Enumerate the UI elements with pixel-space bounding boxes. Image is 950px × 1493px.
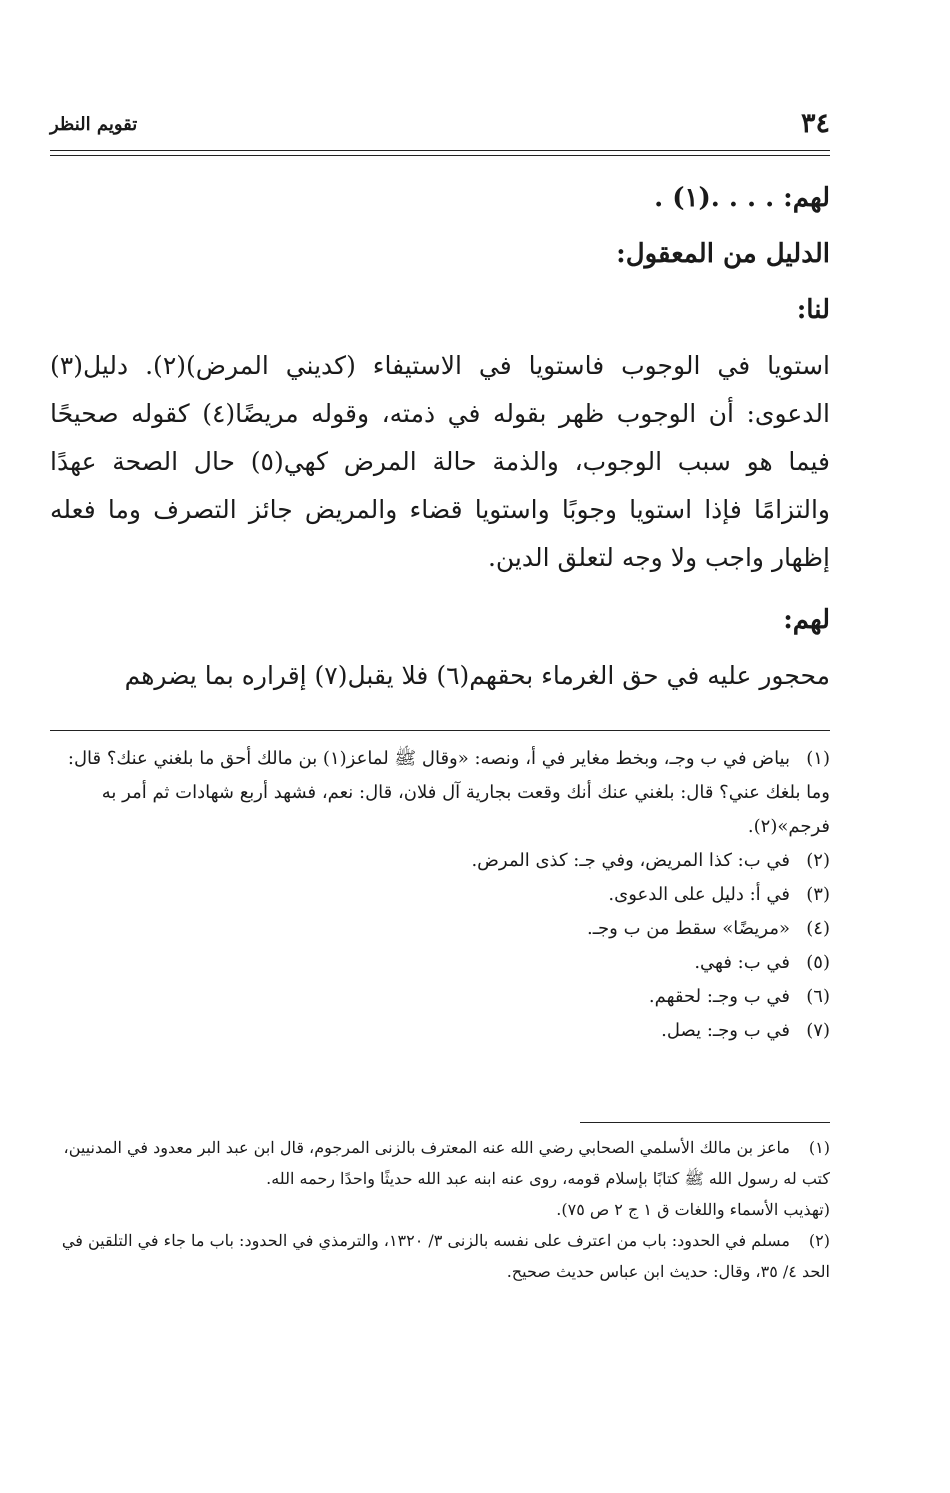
note-item: (٤)«مريضًا» سقط من ب وجـ. [587, 918, 830, 939]
lana-label: لنا: [796, 295, 830, 325]
second-paragraph: محجور عليه في حق الغرماء بحقهم(٦) فلا يقبل(٧) إقراره بما يضرهم [124, 661, 830, 690]
lahum-label: لهم: [783, 605, 830, 635]
note-item: (٧)في ب وجـ: يصل. [661, 1020, 830, 1041]
page-number: ٣٤ [800, 108, 830, 139]
page-header [50, 108, 830, 148]
notes-separator [50, 730, 830, 731]
running-title: تقويم النظر [50, 114, 138, 135]
main-text [50, 170, 830, 710]
section-heading: الدليل من المعقول: [616, 239, 830, 269]
apparatus-notes [50, 742, 830, 1048]
footnote-reference: (تهذيب الأسماء واللغات ق ١ ج ٢ ص ٧٥). [556, 1200, 830, 1219]
main-paragraph: استويا في الوجوب فاستويا في الاستيفاء (كديني المرض)(٢). دليل(٣) الدعوى: أن الوجوب ظهر بقوله في ذمته، وقوله مريضًا(٤) كقوله صحيحًا فيما هو سبب الوجوب، والذمة حالة المرض كهي(٥) حال الصحة عهدًا والتزامًا فإذا استويا وجوبًا واستويا قضاء والمريض جائز التصرف وما فعله إظهار واجب ولا وجه لتعلق الدين. [50, 351, 830, 572]
footnote-item: (٢)مسلم في الحدود: باب من اعترف على نفسه بالزنى ٣/ ١٣٢٠، والترمذي في الحدود: باب ما جاء في التلقين في الحد ٤/ ٣٥، وقال: حديث ابن عباس حديث صحيح. [61, 1231, 830, 1281]
note-item: (١)بياض في ب وجـ، وبخط مغاير في أ، ونصه: «وقال ﷺ لماعز(١) بن مالك أحق ما بلغني عنك؟ قال: وما بلغك عني؟ قال: بلغني عنك أنك وقعت بجارية آل فلان، قال: نعم، فشهد أربع شهادات ثم أمر به فرجم»(٢). [67, 748, 830, 837]
note-item: (٣)في أ: دليل على الدعوى. [608, 884, 830, 905]
footnote-item: (١)ماعز بن مالك الأسلمي الصحابي رضي الله عنه المعترف بالزنى المرجوم، قال ابن عبد البر معدود في المدنيين، كتب له رسول الله ﷺ كتابًا بإسلام قومه، روى عنه ابنه عبد الله حديثًا واحدًا رحمه الله. [63, 1138, 830, 1188]
editor-footnotes [50, 1132, 830, 1287]
note-item: (٦)في ب وجـ: لحقهم. [648, 986, 830, 1007]
footnotes-separator [580, 1122, 830, 1123]
header-rule-bottom [50, 155, 830, 156]
header-rule-top [50, 150, 830, 151]
note-item: (٢)في ب: كذا المريض، وفي جـ: كذى المرض. [471, 850, 830, 871]
lahum-blank-line: لهم: . . . .(١) . [654, 183, 830, 213]
note-item: (٥)في ب: فهي. [694, 952, 830, 973]
